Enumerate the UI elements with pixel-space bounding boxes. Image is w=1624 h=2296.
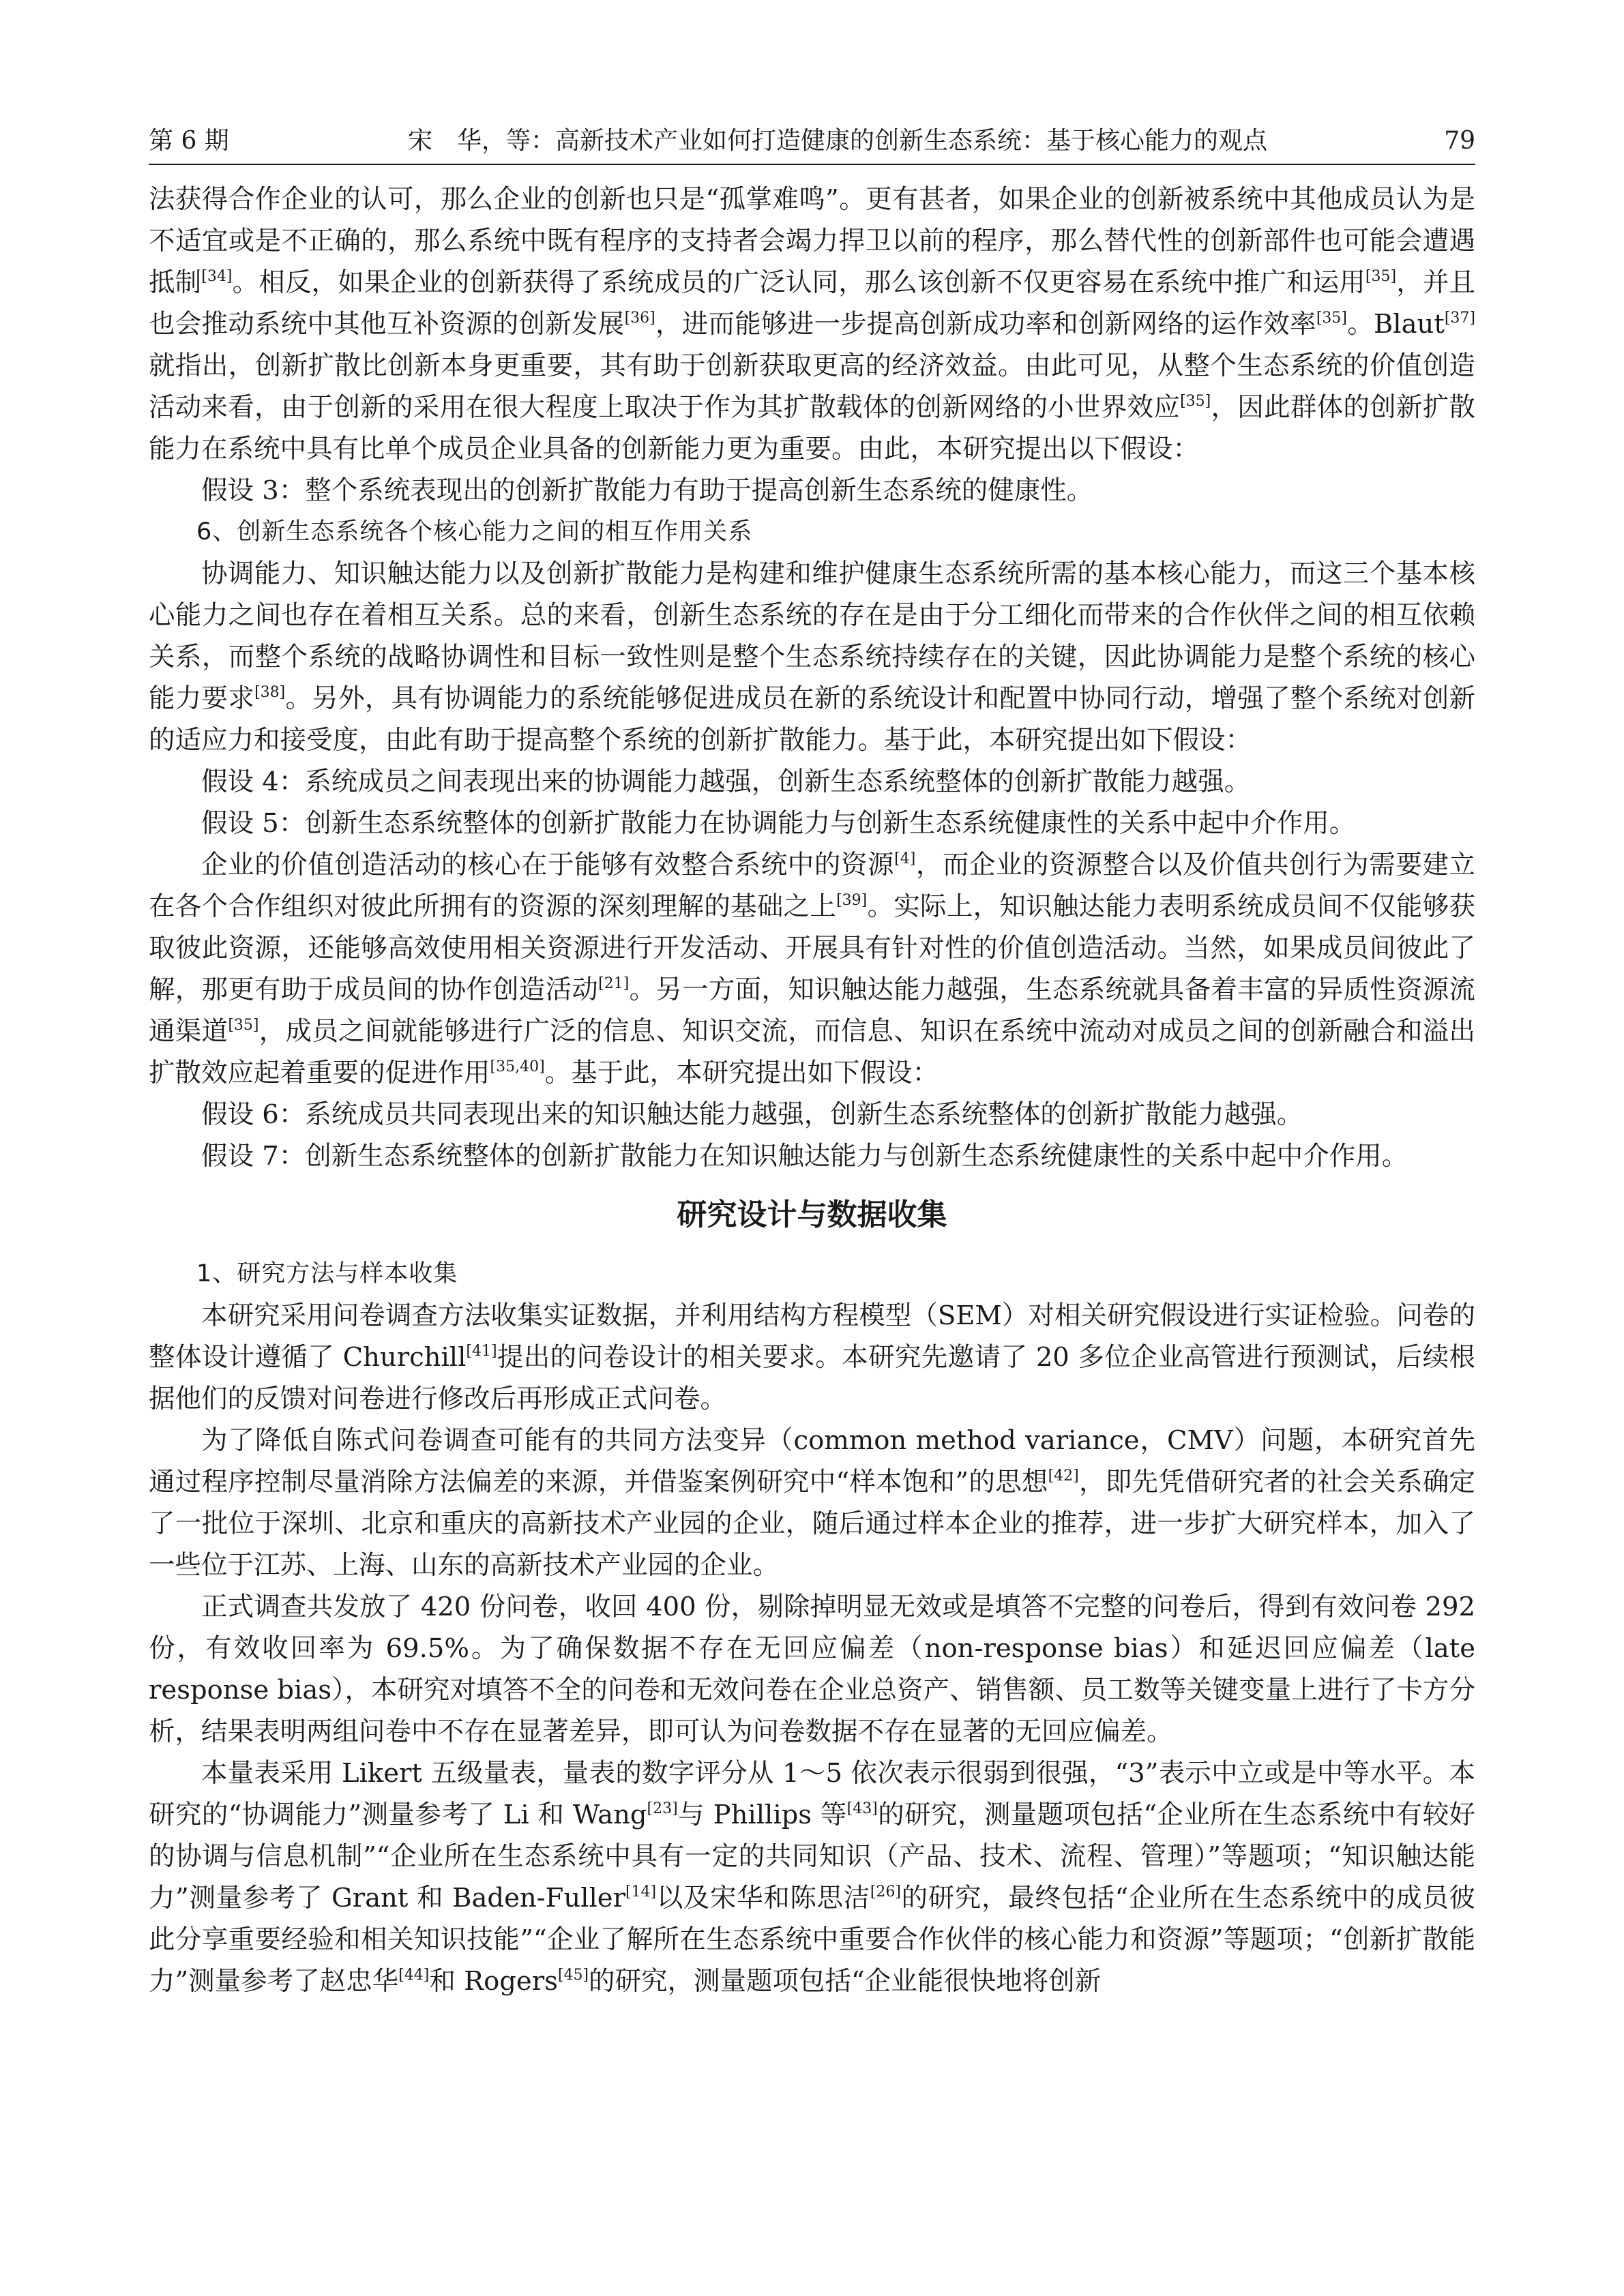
- header-divider: [149, 164, 1475, 165]
- citation[interactable]: [35]: [1365, 268, 1397, 285]
- citation[interactable]: [35,40]: [490, 1058, 545, 1075]
- citation[interactable]: [36]: [624, 310, 655, 327]
- citation[interactable]: [39]: [836, 892, 868, 909]
- citation[interactable]: [38]: [254, 684, 286, 701]
- running-header: [149, 121, 1475, 161]
- citation[interactable]: [41]: [466, 1343, 497, 1360]
- paragraph-knowledge-reach: 企业的价值创造活动的核心在于能够有效整合系统中的资源[4]，而企业的资源整合以及价值共创行为需要建立在各个合作组织对彼此所拥有的资源的深刻理解的基础之上[39]。实际上，知识触达能力表明系统成员间不仅能够获取彼此资源，还能够高效使用相关资源进行开发活动、开展具有针对性的价值创造活动。当然，如果成员间彼此了解，那更有助于成员间的协作创造活动[21]。另一方面，知识触达能力越强，生态系统就具备着丰富的异质性资源流通渠道[35]，成员之间就能够进行广泛的信息、知识交流，而信息、知识在系统中流动对成员之间的创新融合和溢出扩散效应起着重要的促进作用[35,40]。基于此，本研究提出如下假设：: [149, 850, 1475, 1088]
- paragraph-core-capabilities: 协调能力、知识触达能力以及创新扩散能力是构建和维护健康生态系统所需的基本核心能力，而这三个基本核心能力之间也存在着相互关系。总的来看，创新生态系统的存在是由于分工细化而带来的合作伙伴之间的相互依赖关系，而整个系统的战略协调性和目标一致性则是整个生态系统持续存在的关键，因此协调能力是整个系统的核心能力要求[38]。另外，具有协调能力的系统能够促进成员在新的系统设计和配置中协同行动，增强了整个系统对创新的适应力和接受度，由此有助于提高整个系统的创新扩散能力。基于此，本研究提出如下假设：: [149, 558, 1475, 756]
- citation[interactable]: [4]: [894, 850, 916, 867]
- body-text: [149, 179, 1475, 2002]
- subsection-heading-6: 6、创新生态系统各个核心能力之间的相互作用关系: [196, 518, 753, 546]
- hypothesis-7: 假设 7：创新生态系统整体的创新扩散能力在知识触达能力与创新生态系统健康性的关系中起中介作用。: [201, 1141, 1408, 1172]
- citation[interactable]: [43]: [846, 1800, 878, 1817]
- citation[interactable]: [21]: [598, 975, 630, 992]
- citation[interactable]: [42]: [1048, 1467, 1079, 1485]
- citation[interactable]: [26]: [870, 1883, 901, 1900]
- citation[interactable]: [37]: [1444, 310, 1475, 327]
- hypothesis-4: 假设 4：系统成员之间表现出来的协调能力越强，创新生态系统整体的创新扩散能力越强。: [201, 766, 1251, 797]
- hypothesis-6: 假设 6：系统成员共同表现出来的知识触达能力越强，创新生态系统整体的创新扩散能力越强。: [201, 1099, 1303, 1130]
- citation[interactable]: [35]: [228, 1017, 259, 1034]
- citation[interactable]: [35]: [1180, 393, 1211, 410]
- paragraph-innovation-diffusion: 法获得合作企业的认可，那么企业的创新也只是“孤掌难鸣”。更有甚者，如果企业的创新被系统中其他成员认为是不适宜或是不正确的，那么系统中既有程序的支持者会竭力捍卫以前的程序，那么替代性的创新部件也可能会遭遇抵制[34]。相反，如果企业的创新获得了系统成员的广泛认同，那么该创新不仅更容易在系统中推广和运用[35]，并且也会推动系统中其他互补资源的创新发展[36]，进而能够进一步提高创新成功率和创新网络的运作效率[35]。Blaut[37]就指出，创新扩散比创新本身更重要，其有助于创新获取更高的经济效益。由此可见，从整个生态系统的价值创造活动来看，由于创新的采用在很大程度上取决于作为其扩散载体的创新网络的小世界效应[35]，因此群体的创新扩散能力在系统中具有比单个成员企业具备的创新能力更为重要。由此，本研究提出以下假设：: [149, 184, 1475, 464]
- paragraph-survey: 正式调查共发放了 420 份问卷，收回 400 份，剔除掉明显无效或是填答不完整的问卷后，得到有效问卷 292 份，有效收回率为 69.5%。为了确保数据不存在无回应偏差（non-response bias）和延迟回应偏差（late response bias），本研究对填答不全的问卷和无效问卷在企业总资产、销售额、员工数等关键变量上进行了卡方分析，结果表明两组问卷中不存在显著差异，即可认为问卷数据不存在显著的无回应偏差。: [149, 1592, 1475, 1747]
- section-title: 研究设计与数据收集: [677, 1197, 947, 1232]
- citation[interactable]: [34]: [201, 268, 233, 285]
- hypothesis-5: 假设 5：创新生态系统整体的创新扩散能力在协调能力与创新生态系统健康性的关系中起中介作用。: [201, 808, 1356, 839]
- citation[interactable]: [35]: [1316, 310, 1347, 327]
- subsection-heading-1: 1、研究方法与样本收集: [196, 1260, 458, 1287]
- citation[interactable]: [44]: [398, 1967, 430, 1984]
- issue-number: 第 6 期: [149, 127, 229, 155]
- citation[interactable]: [45]: [557, 1967, 589, 1984]
- page-number: 79: [1444, 127, 1475, 155]
- paragraph-measurement: 本量表采用 Likert 五级量表，量表的数字评分从 1～5 依次表示很弱到很强，“3”表示中立或是中等水平。本研究的“协调能力”测量参考了 Li 和 Wang[23]与 Phillips 等[43]的研究，测量题项包括“企业所在生态系统中有较好的协调与信息机制”“企业所在生态系统中具有一定的共同知识（产品、技术、流程、管理）”等题项；“知识触达能力”测量参考了 Grant 和 Baden-Fuller[14]以及宋华和陈思洁[26]的研究，最终包括“企业所在生态系统中的成员彼此分享重要经验和相关知识技能”“企业了解所在生态系统中重要合作伙伴的核心能力和资源”等题项；“创新扩散能力”测量参考了赵忠华[44]和 Rogers[45]的研究，测量题项包括“企业能很快地将创新: [149, 1758, 1475, 1997]
- running-title: 宋 华，等：高新技术产业如何打造健康的创新生态系统：基于核心能力的观点: [408, 127, 1268, 155]
- citation[interactable]: [14]: [625, 1883, 657, 1900]
- paragraph-research-method: 本研究采用问卷调查方法收集实证数据，并利用结构方程模型（SEM）对相关研究假设进行实证检验。问卷的整体设计遵循了 Churchill[41]提出的问卷设计的相关要求。本研究先邀请了 20 多位企业高管进行预测试，后续根据他们的反馈对问卷进行修改后再形成正式问卷。: [149, 1300, 1475, 1414]
- paragraph-cmv: 为了降低自陈式问卷调查可能有的共同方法变异（common method variance，CMV）问题，本研究首先通过程序控制尽量消除方法偏差的来源，并借鉴案例研究中“样本饱和”的思想[42]，即先凭借研究者的社会关系确定了一批位于深圳、北京和重庆的高新技术产业园的企业，随后通过样本企业的推荐，进一步扩大研究样本，加入了一些位于江苏、上海、山东的高新技术产业园的企业。: [149, 1425, 1475, 1581]
- citation[interactable]: [23]: [647, 1800, 678, 1817]
- hypothesis-3: 假设 3：整个系统表现出的创新扩散能力有助于提高创新生态系统的健康性。: [201, 475, 1093, 506]
